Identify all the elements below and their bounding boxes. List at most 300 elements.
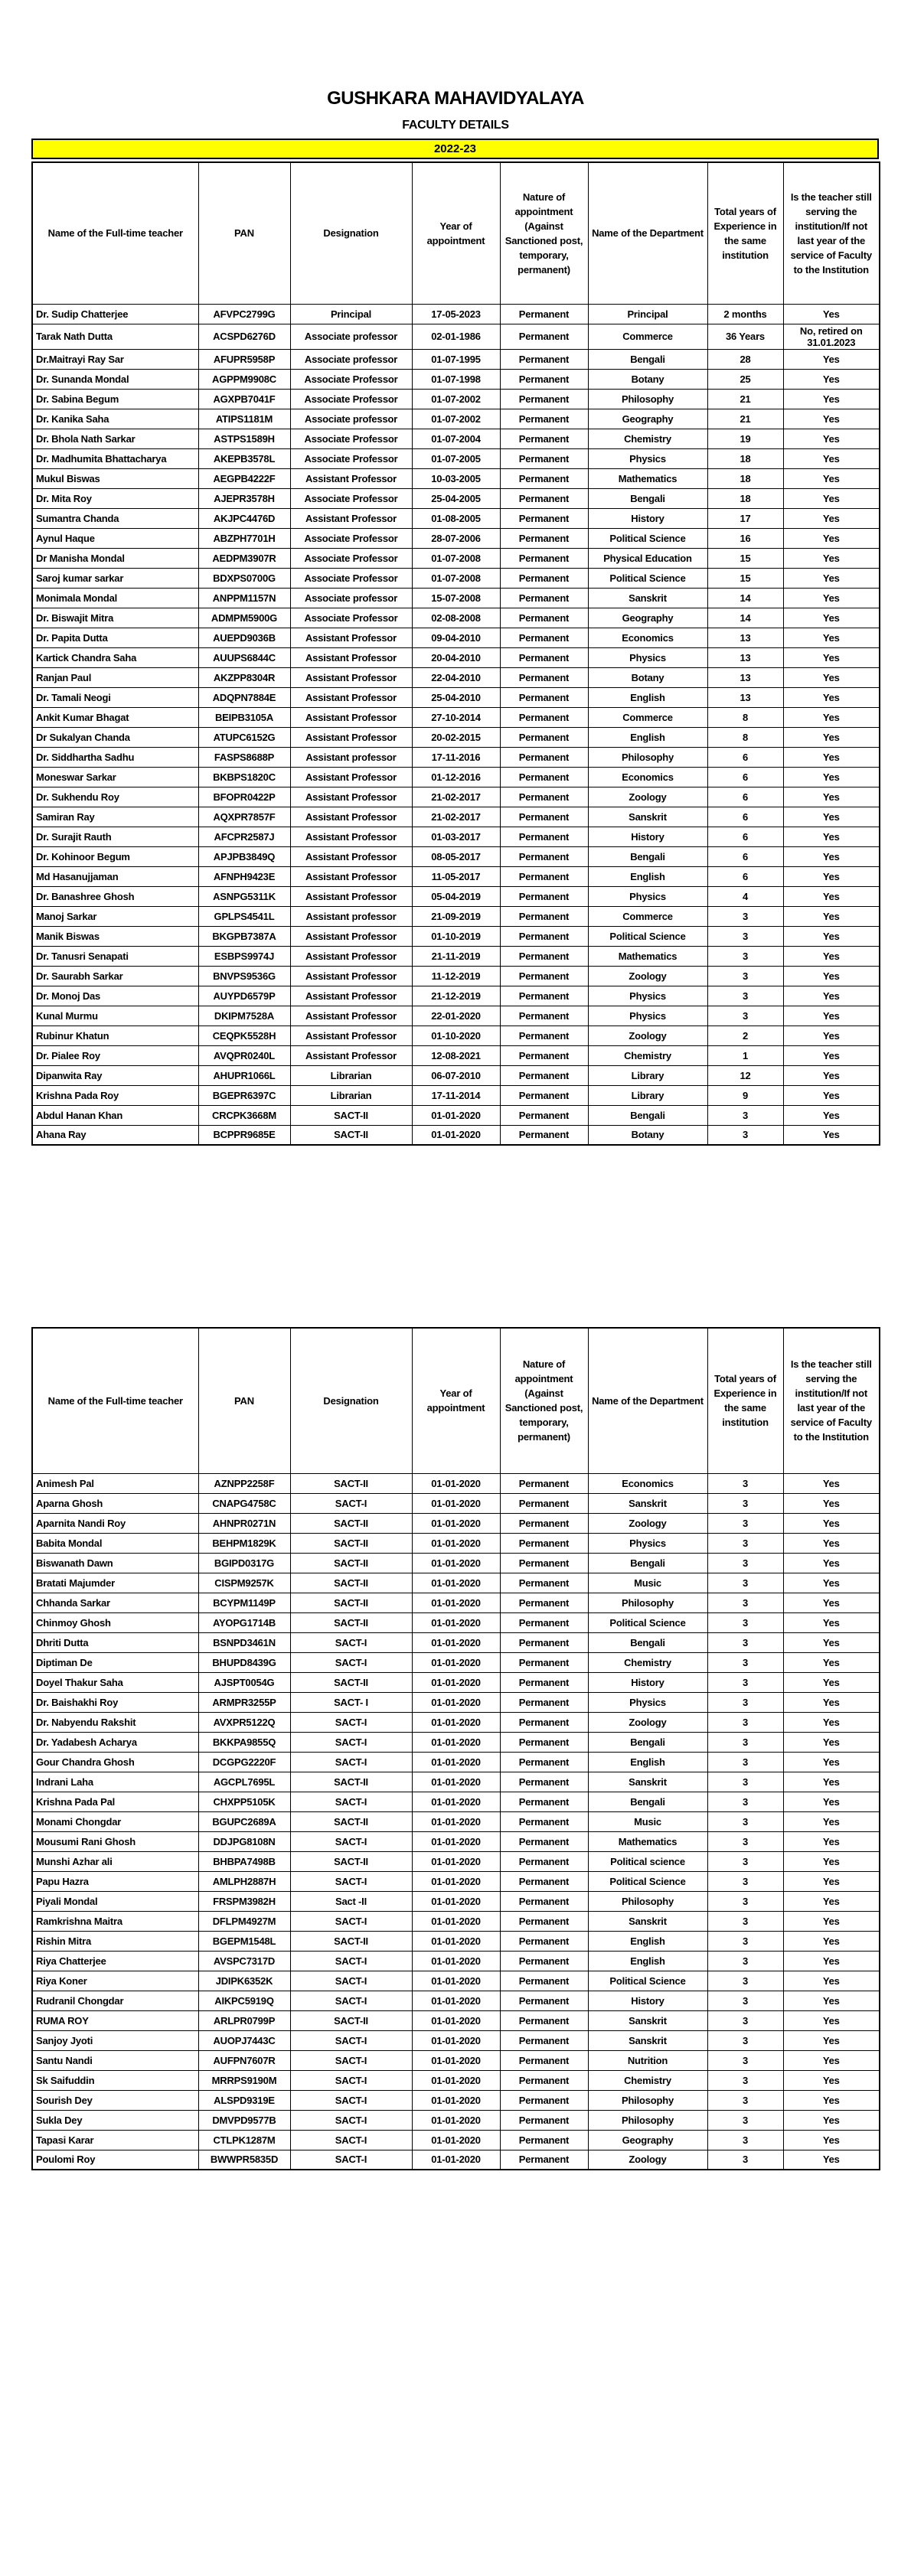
cell-nature-of-appointment: Permanent [500,986,588,1006]
cell-still-serving: Yes [783,1811,880,1831]
cell-pan: BGIPD0317G [198,1553,290,1573]
cell-department: Library [588,1085,707,1105]
cell-nature-of-appointment: Permanent [500,628,588,647]
cell-year-of-appointment: 01-01-2020 [412,2110,500,2130]
cell-department: Principal [588,304,707,324]
cell-nature-of-appointment: Permanent [500,568,588,588]
cell-department: English [588,866,707,886]
cell-experience-years: 3 [707,1652,783,1672]
cell-department: Zoology [588,787,707,807]
cell-pan: ADMPM5900G [198,608,290,628]
cell-experience-years: 3 [707,1573,783,1593]
cell-nature-of-appointment: Permanent [500,2130,588,2150]
cell-still-serving: Yes [783,1911,880,1931]
cell-nature-of-appointment: Permanent [500,906,588,926]
cell-experience-years: 3 [707,1792,783,1811]
cell-designation: SACT-II [290,1811,412,1831]
faculty-row [32,1991,880,2010]
column-header-pan: PAN [198,1328,290,1473]
cell-still-serving: Yes [783,608,880,628]
cell-pan: FASPS8688P [198,747,290,767]
faculty-row [32,568,880,588]
cell-experience-years: 3 [707,1612,783,1632]
cell-year-of-appointment: 01-07-2005 [412,448,500,468]
cell-pan: CHXPP5105K [198,1792,290,1811]
cell-nature-of-appointment: Permanent [500,608,588,628]
cell-department: Chemistry [588,1652,707,1672]
cell-teacher-name: Doyel Thakur Saha [32,1672,198,1692]
cell-experience-years: 3 [707,2050,783,2070]
faculty-row [32,687,880,707]
cell-pan: AJEPR3578H [198,488,290,508]
faculty-row [32,409,880,429]
cell-department: History [588,1672,707,1692]
cell-designation: SACT-I [290,1732,412,1752]
cell-teacher-name: Dr. Sabina Begum [32,389,198,409]
cell-still-serving: Yes [783,548,880,568]
cell-experience-years: 3 [707,1513,783,1533]
cell-pan: BKKPA9855Q [198,1732,290,1752]
cell-still-serving: Yes [783,846,880,866]
cell-teacher-name: Kunal Murmu [32,1006,198,1026]
faculty-row [32,886,880,906]
faculty-row [32,1553,880,1573]
cell-pan: BSNPD3461N [198,1632,290,1652]
faculty-row [32,1692,880,1712]
cell-pan: AUEPD9036B [198,628,290,647]
cell-still-serving: Yes [783,369,880,389]
cell-teacher-name: Dr.Maitrayi Ray Sar [32,349,198,369]
cell-year-of-appointment: 01-01-2020 [412,1593,500,1612]
cell-nature-of-appointment: Permanent [500,727,588,747]
cell-year-of-appointment: 20-02-2015 [412,727,500,747]
cell-department: Music [588,1811,707,1831]
cell-pan: BKBPS1820C [198,767,290,787]
cell-department: English [588,1752,707,1772]
cell-year-of-appointment: 01-01-2020 [412,1473,500,1493]
cell-still-serving: Yes [783,1593,880,1612]
cell-designation: Associate professor [290,409,412,429]
cell-pan: AGCPL7695L [198,1772,290,1792]
cell-department: Philosophy [588,389,707,409]
cell-year-of-appointment: 01-01-2020 [412,1692,500,1712]
faculty-row [32,1632,880,1652]
cell-pan: DCGPG2220F [198,1752,290,1772]
faculty-row [32,2150,880,2170]
cell-department: Geography [588,608,707,628]
column-header-nature-of-appointment: Nature of appointment (Against Sanctioned post, temporary, permanent) [500,162,588,304]
cell-designation: Associate Professor [290,488,412,508]
cell-year-of-appointment: 01-01-2020 [412,1553,500,1573]
faculty-row [32,1573,880,1593]
cell-pan: AVSPC7317D [198,1951,290,1971]
cell-teacher-name: Diptiman De [32,1652,198,1672]
cell-pan: BGUPC2689A [198,1811,290,1831]
cell-still-serving: Yes [783,2110,880,2130]
cell-department: Sanskrit [588,588,707,608]
cell-designation: SACT-II [290,1473,412,1493]
faculty-row [32,727,880,747]
cell-designation: SACT-I [290,1792,412,1811]
cell-pan: FRSPM3982H [198,1891,290,1911]
faculty-row [32,1851,880,1871]
faculty-row [32,946,880,966]
cell-still-serving: Yes [783,1792,880,1811]
cell-experience-years: 14 [707,588,783,608]
cell-designation: Assistant Professor [290,926,412,946]
cell-teacher-name: Dr. Monoj Das [32,986,198,1006]
faculty-row [32,1792,880,1811]
cell-department: Zoology [588,2150,707,2170]
cell-pan: ABZPH7701H [198,528,290,548]
cell-still-serving: Yes [783,488,880,508]
cell-teacher-name: Babita Mondal [32,1533,198,1553]
cell-department: Physics [588,647,707,667]
cell-experience-years: 3 [707,1951,783,1971]
cell-experience-years: 3 [707,1772,783,1792]
cell-nature-of-appointment: Permanent [500,1831,588,1851]
cell-pan: BHBPA7498B [198,1851,290,1871]
cell-department: Political Science [588,926,707,946]
cell-nature-of-appointment: Permanent [500,508,588,528]
cell-pan: BGEPM1548L [198,1931,290,1951]
cell-teacher-name: Monimala Mondal [32,588,198,608]
cell-nature-of-appointment: Permanent [500,468,588,488]
cell-still-serving: Yes [783,1065,880,1085]
cell-designation: SACT-II [290,1931,412,1951]
cell-department: Political Science [588,528,707,548]
faculty-row [32,1045,880,1065]
cell-department: Sanskrit [588,2010,707,2030]
session-label: 2022-23 [433,142,477,155]
cell-department: Physics [588,986,707,1006]
cell-year-of-appointment: 21-02-2017 [412,807,500,827]
cell-still-serving: Yes [783,667,880,687]
cell-still-serving: Yes [783,588,880,608]
cell-designation: Librarian [290,1085,412,1105]
cell-still-serving: Yes [783,468,880,488]
permanent-faculty-table [31,161,880,1146]
cell-experience-years: 3 [707,1593,783,1612]
cell-experience-years: 19 [707,429,783,448]
faculty-row [32,468,880,488]
cell-still-serving: Yes [783,1006,880,1026]
cell-experience-years: 2 [707,1026,783,1045]
cell-nature-of-appointment: Permanent [500,1573,588,1593]
cell-experience-years: 2 months [707,304,783,324]
cell-experience-years: 3 [707,1871,783,1891]
cell-designation: SACT-I [290,1971,412,1991]
cell-department: Physics [588,886,707,906]
cell-experience-years: 6 [707,866,783,886]
cell-year-of-appointment: 01-07-2002 [412,409,500,429]
cell-pan: AMLPH2887H [198,1871,290,1891]
cell-teacher-name: Rubinur Khatun [32,1026,198,1045]
cell-pan: AQXPR7857F [198,807,290,827]
cell-department: Philosophy [588,1593,707,1612]
cell-pan: AJSPT0054G [198,1672,290,1692]
cell-pan: AKZPP8304R [198,667,290,687]
cell-nature-of-appointment: Permanent [500,2010,588,2030]
faculty-row [32,1065,880,1085]
cell-nature-of-appointment: Permanent [500,1871,588,1891]
cell-experience-years: 15 [707,548,783,568]
faculty-row [32,807,880,827]
cell-department: Economics [588,1473,707,1493]
cell-pan: APJPB3849Q [198,846,290,866]
cell-year-of-appointment: 01-01-2020 [412,1125,500,1145]
cell-nature-of-appointment: Permanent [500,1911,588,1931]
cell-department: English [588,1931,707,1951]
cell-designation: Assistant Professor [290,787,412,807]
cell-year-of-appointment: 01-07-2004 [412,429,500,448]
cell-nature-of-appointment: Permanent [500,647,588,667]
cell-department: Economics [588,767,707,787]
faculty-row [32,1672,880,1692]
faculty-row [32,1006,880,1026]
cell-teacher-name: Dr. Tamali Neogi [32,687,198,707]
cell-still-serving: Yes [783,568,880,588]
cell-teacher-name: Manoj Sarkar [32,906,198,926]
cell-still-serving: Yes [783,946,880,966]
cell-experience-years: 3 [707,1831,783,1851]
faculty-row [32,1732,880,1752]
faculty-row [32,2030,880,2050]
faculty-row [32,1712,880,1732]
cell-experience-years: 3 [707,1473,783,1493]
cell-designation: SACT-I [290,2110,412,2130]
cell-pan: ATIPS1181M [198,409,290,429]
cell-year-of-appointment: 01-01-2020 [412,1752,500,1772]
cell-experience-years: 13 [707,667,783,687]
cell-year-of-appointment: 01-01-2020 [412,1652,500,1672]
faculty-row [32,1951,880,1971]
cell-still-serving: Yes [783,886,880,906]
cell-still-serving: Yes [783,1493,880,1513]
cell-department: Philosophy [588,2090,707,2110]
cell-teacher-name: Sukla Dey [32,2110,198,2130]
cell-year-of-appointment: 01-01-2020 [412,1612,500,1632]
header-row [32,162,880,304]
cell-teacher-name: Animesh Pal [32,1473,198,1493]
faculty-row [32,986,880,1006]
faculty-row [32,448,880,468]
cell-department: Economics [588,628,707,647]
cell-nature-of-appointment: Permanent [500,1971,588,1991]
cell-pan: AGXPB7041F [198,389,290,409]
faculty-row [32,647,880,667]
cell-still-serving: Yes [783,528,880,548]
cell-still-serving: No, retired on 31.01.2023 [783,324,880,349]
cell-still-serving: Yes [783,429,880,448]
cell-nature-of-appointment: Permanent [500,827,588,846]
column-header-department: Name of the Department [588,1328,707,1473]
cell-department: Bengali [588,1105,707,1125]
cell-still-serving: Yes [783,906,880,926]
cell-still-serving: Yes [783,1692,880,1712]
cell-year-of-appointment: 05-04-2019 [412,886,500,906]
cell-teacher-name: Manik Biswas [32,926,198,946]
cell-teacher-name: Dr. Sudip Chatterjee [32,304,198,324]
cell-year-of-appointment: 06-07-2010 [412,1065,500,1085]
cell-teacher-name: Chhanda Sarkar [32,1593,198,1612]
cell-teacher-name: Dr. Saurabh Sarkar [32,966,198,986]
cell-teacher-name: RUMA ROY [32,2010,198,2030]
faculty-row [32,1772,880,1792]
cell-year-of-appointment: 21-09-2019 [412,906,500,926]
faculty-row [32,1652,880,1672]
cell-nature-of-appointment: Permanent [500,1085,588,1105]
cell-designation: SACT-II [290,1672,412,1692]
cell-nature-of-appointment: Permanent [500,1752,588,1772]
cell-designation: Assistant Professor [290,1006,412,1026]
cell-year-of-appointment: 21-11-2019 [412,946,500,966]
cell-teacher-name: Dr. Banashree Ghosh [32,886,198,906]
cell-still-serving: Yes [783,647,880,667]
faculty-row [32,389,880,409]
cell-pan: BCYPM1149P [198,1593,290,1612]
cell-department: Sanskrit [588,807,707,827]
cell-pan: MRRPS9190M [198,2070,290,2090]
cell-department: Mathematics [588,946,707,966]
cell-experience-years: 9 [707,1085,783,1105]
cell-teacher-name: Sourish Dey [32,2090,198,2110]
cell-year-of-appointment: 01-01-2020 [412,1811,500,1831]
cell-designation: Sact -II [290,1891,412,1911]
cell-still-serving: Yes [783,2150,880,2170]
cell-designation: SACT-II [290,1593,412,1612]
cell-department: Chemistry [588,429,707,448]
cell-year-of-appointment: 01-08-2005 [412,508,500,528]
cell-pan: AKJPC4476D [198,508,290,528]
cell-pan: AFUPR5958P [198,349,290,369]
cell-designation: SACT-I [290,2130,412,2150]
cell-pan: AYOPG1714B [198,1612,290,1632]
cell-nature-of-appointment: Permanent [500,1493,588,1513]
cell-experience-years: 3 [707,2070,783,2090]
cell-teacher-name: Poulomi Roy [32,2150,198,2170]
cell-experience-years: 3 [707,2110,783,2130]
cell-designation: SACT-II [290,1105,412,1125]
cell-pan: ATUPC6152G [198,727,290,747]
cell-teacher-name: Dr Sukalyan Chanda [32,727,198,747]
cell-nature-of-appointment: Permanent [500,369,588,389]
cell-department: Botany [588,369,707,389]
cell-year-of-appointment: 01-07-2008 [412,568,500,588]
cell-pan: AEGPB4222F [198,468,290,488]
cell-year-of-appointment: 25-04-2010 [412,687,500,707]
faculty-row [32,488,880,508]
cell-designation: Principal [290,304,412,324]
cell-department: Sanskrit [588,1493,707,1513]
cell-still-serving: Yes [783,1473,880,1493]
cell-experience-years: 3 [707,1811,783,1831]
cell-still-serving: Yes [783,628,880,647]
cell-teacher-name: Papu Hazra [32,1871,198,1891]
cell-designation: SACT-I [290,2050,412,2070]
cell-department: Physics [588,1006,707,1026]
faculty-row [32,324,880,349]
cell-designation: SACT-I [290,1632,412,1652]
cell-teacher-name: Tarak Nath Dutta [32,324,198,349]
cell-still-serving: Yes [783,1951,880,1971]
cell-year-of-appointment: 01-01-2020 [412,2050,500,2070]
cell-department: Bengali [588,1553,707,1573]
cell-experience-years: 25 [707,369,783,389]
cell-teacher-name: Monami Chongdar [32,1811,198,1831]
cell-pan: DFLPM4927M [198,1911,290,1931]
cell-nature-of-appointment: Permanent [500,787,588,807]
cell-teacher-name: Dr. Baishakhi Roy [32,1692,198,1712]
cell-designation: Assistant Professor [290,1026,412,1045]
cell-nature-of-appointment: Permanent [500,2090,588,2110]
cell-still-serving: Yes [783,1612,880,1632]
cell-designation: Associate Professor [290,448,412,468]
cell-department: Bengali [588,349,707,369]
cell-pan: GPLPS4541L [198,906,290,926]
cell-designation: Assistant Professor [290,946,412,966]
cell-still-serving: Yes [783,707,880,727]
cell-pan: AHNPR0271N [198,1513,290,1533]
cell-pan: BCPPR9685E [198,1125,290,1145]
cell-still-serving: Yes [783,1652,880,1672]
cell-experience-years: 8 [707,727,783,747]
cell-experience-years: 3 [707,1732,783,1752]
cell-year-of-appointment: 01-01-2020 [412,1712,500,1732]
cell-year-of-appointment: 01-01-2020 [412,1792,500,1811]
cell-still-serving: Yes [783,2010,880,2030]
cell-year-of-appointment: 15-07-2008 [412,588,500,608]
cell-nature-of-appointment: Permanent [500,2150,588,2170]
cell-teacher-name: Ahana Ray [32,1125,198,1145]
cell-still-serving: Yes [783,1533,880,1553]
cell-teacher-name: Mousumi Rani Ghosh [32,1831,198,1851]
cell-teacher-name: Ankit Kumar Bhagat [32,707,198,727]
cell-department: History [588,508,707,528]
cell-still-serving: Yes [783,1772,880,1792]
cell-still-serving: Yes [783,1553,880,1573]
cell-teacher-name: Dr. Kanika Saha [32,409,198,429]
cell-experience-years: 3 [707,1712,783,1732]
cell-nature-of-appointment: Permanent [500,349,588,369]
cell-still-serving: Yes [783,1891,880,1911]
cell-nature-of-appointment: Permanent [500,1712,588,1732]
cell-department: Geography [588,2130,707,2150]
cell-teacher-name: Abdul Hanan Khan [32,1105,198,1125]
cell-designation: SACT-I [290,1652,412,1672]
cell-pan: AVXPR5122Q [198,1712,290,1732]
cell-year-of-appointment: 21-12-2019 [412,986,500,1006]
cell-teacher-name: Dr. Papita Dutta [32,628,198,647]
cell-still-serving: Yes [783,1971,880,1991]
faculty-row [32,508,880,528]
session-banner [31,139,879,159]
cell-designation: Associate Professor [290,429,412,448]
cell-year-of-appointment: 01-01-2020 [412,1891,500,1911]
cell-department: Zoology [588,1026,707,1045]
cell-teacher-name: Kartick Chandra Saha [32,647,198,667]
faculty-row [32,667,880,687]
cell-experience-years: 36 Years [707,324,783,349]
cell-still-serving: Yes [783,1045,880,1065]
faculty-row [32,966,880,986]
cell-teacher-name: Sanjoy Jyoti [32,2030,198,2050]
cell-experience-years: 3 [707,1632,783,1652]
cell-experience-years: 21 [707,389,783,409]
cell-teacher-name: Dr Manisha Mondal [32,548,198,568]
cell-pan: AGPPM9908C [198,369,290,389]
faculty-row [32,2130,880,2150]
